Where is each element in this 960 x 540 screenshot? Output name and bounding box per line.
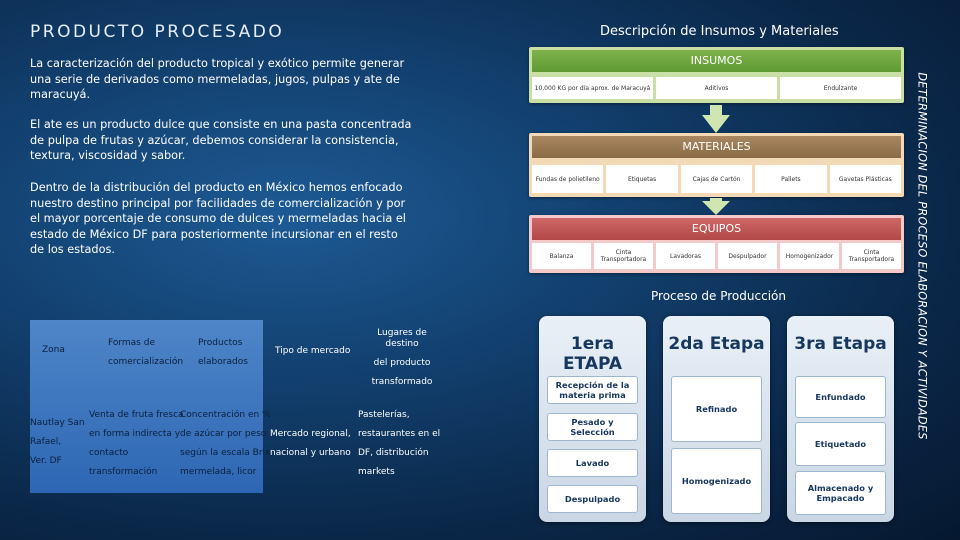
vertical-side-title-text: DETERMINACION DEL PROCESO ELABORACION Y ACTIVIDADES: [915, 72, 929, 440]
cell-line: mermelada, licor: [180, 467, 257, 477]
down-arrow-icon: [702, 201, 730, 215]
table-header-formas: [108, 338, 183, 376]
stage-3-title: 3ra Etapa: [794, 334, 887, 354]
insumos-materiales-diagram: [529, 47, 904, 277]
materiales-item: Pallets: [755, 165, 826, 193]
cell-line: transformación: [89, 467, 158, 477]
header-line: transformado: [371, 377, 433, 387]
table-cell-formas: [89, 410, 184, 486]
cell-line: en forma indirecta y: [89, 429, 181, 439]
step-box: Enfundado: [795, 376, 886, 418]
equipos-item: Cinta Transportadora: [842, 243, 901, 269]
cell-line: DF, distribución: [358, 448, 429, 458]
equipos-title: EQUIPOS: [532, 218, 901, 240]
table-cell-productos: [180, 410, 273, 486]
down-arrow-icon: [702, 115, 730, 133]
step-box: Pesado y Selección: [547, 413, 638, 441]
equipos-item: Homogenizador: [780, 243, 839, 269]
equipos-item: Cinta Transportadora: [594, 243, 653, 269]
materiales-item: Etiquetas: [606, 165, 677, 193]
step-box: Etiquetado: [795, 422, 886, 466]
cell-line: Rafael,: [30, 437, 62, 447]
cell-line: restaurantes en el: [358, 429, 441, 439]
equipos-item: Despulpador: [718, 243, 777, 269]
cell-line: Ver. DF: [30, 456, 62, 466]
cell-line: Venta de fruta fresca: [89, 410, 184, 420]
cell-line: según la escala Brix,: [180, 448, 274, 458]
vertical-side-title: [909, 60, 935, 452]
header-line: Lugares de destino: [377, 328, 427, 349]
step-box: Lavado: [547, 449, 638, 477]
cell-line: Pastelerías,: [358, 410, 410, 420]
ate-paragraph: El ate es un producto dulce que consiste en una pasta concentrada de pulpa de frutas y azúcar, debemos considerar la consistencia, textura, viscosidad y sabor.: [30, 118, 412, 162]
distribution-paragraph: Dentro de la distribución del producto en México hemos enfocado nuestro destino principal por facilidades de comercialización y por el mayor porcentaje de consumo de dulces y mermeladas hacia el estado de México DF para posteriormente incursionar en el resto de los estados.: [30, 181, 406, 256]
cell-line: Concentración en %: [180, 410, 271, 420]
equipos-item: Lavadoras: [656, 243, 715, 269]
cell-line: markets: [358, 467, 395, 477]
stage-2-title: 2da Etapa: [668, 334, 765, 354]
step-box: Almacenado y Empacado: [795, 471, 886, 515]
header-line: comercialización: [108, 357, 184, 367]
table-header-lugares: [362, 328, 442, 396]
materiales-band: [529, 133, 904, 197]
insumos-title: INSUMOS: [532, 50, 901, 72]
materiales-item: Cajas de Cartón: [681, 165, 752, 193]
materiales-item: Gavetas Plásticas: [830, 165, 901, 193]
insumos-item: Endulzante: [780, 77, 901, 99]
table-cell-zona: [30, 418, 85, 475]
equipos-band: [529, 215, 904, 273]
stage-1-column: [539, 316, 646, 522]
insumos-heading: Descripción de Insumos y Materiales: [600, 24, 839, 39]
step-box: Despulpado: [547, 485, 638, 513]
materiales-title: MATERIALES: [532, 136, 901, 158]
insumos-item: 10,000 KG por día aprox. de Maracuyá: [532, 77, 653, 99]
step-box: Recepción de la materia prima: [547, 376, 638, 404]
header-line: del producto: [373, 358, 431, 368]
header-line: elaborados: [198, 357, 248, 367]
insumos-band: [529, 47, 904, 103]
cell-line: contacto: [89, 448, 129, 458]
table-header-mercado: Tipo de mercado: [275, 346, 351, 356]
materiales-item: Fundas de polietileno: [532, 165, 603, 193]
proceso-label: Proceso de Producción: [651, 289, 786, 303]
equipos-item: Balanza: [532, 243, 591, 269]
cell-line: nacional y urbano: [270, 448, 351, 458]
stage-3-column: [787, 316, 894, 522]
table-header-productos: [198, 338, 248, 376]
table-cell-lugares: [358, 410, 440, 486]
step-box: Refinado: [671, 376, 762, 442]
cell-line: Nautlay San: [30, 418, 85, 428]
cell-line: de azúcar por peso: [180, 429, 267, 439]
insumos-item: Aditivos: [656, 77, 777, 99]
stage-2-column: [663, 316, 770, 522]
stage-1-title: 1era ETAPA: [562, 334, 623, 374]
header-line: Productos: [198, 338, 243, 348]
step-box: Homogenizado: [671, 448, 762, 514]
intro-paragraph: La caracterización del producto tropical y exótico permite generar una serie de derivados como mermeladas, jugos, pulpas y ate de maracuyá.: [30, 57, 405, 101]
table-cell-mercado: [270, 429, 351, 467]
header-line: Formas de: [108, 338, 155, 348]
cell-line: Mercado regional,: [270, 429, 351, 439]
slide-title: PRODUCTO PROCESADO: [30, 22, 285, 42]
table-header-zona: Zona: [42, 345, 65, 355]
